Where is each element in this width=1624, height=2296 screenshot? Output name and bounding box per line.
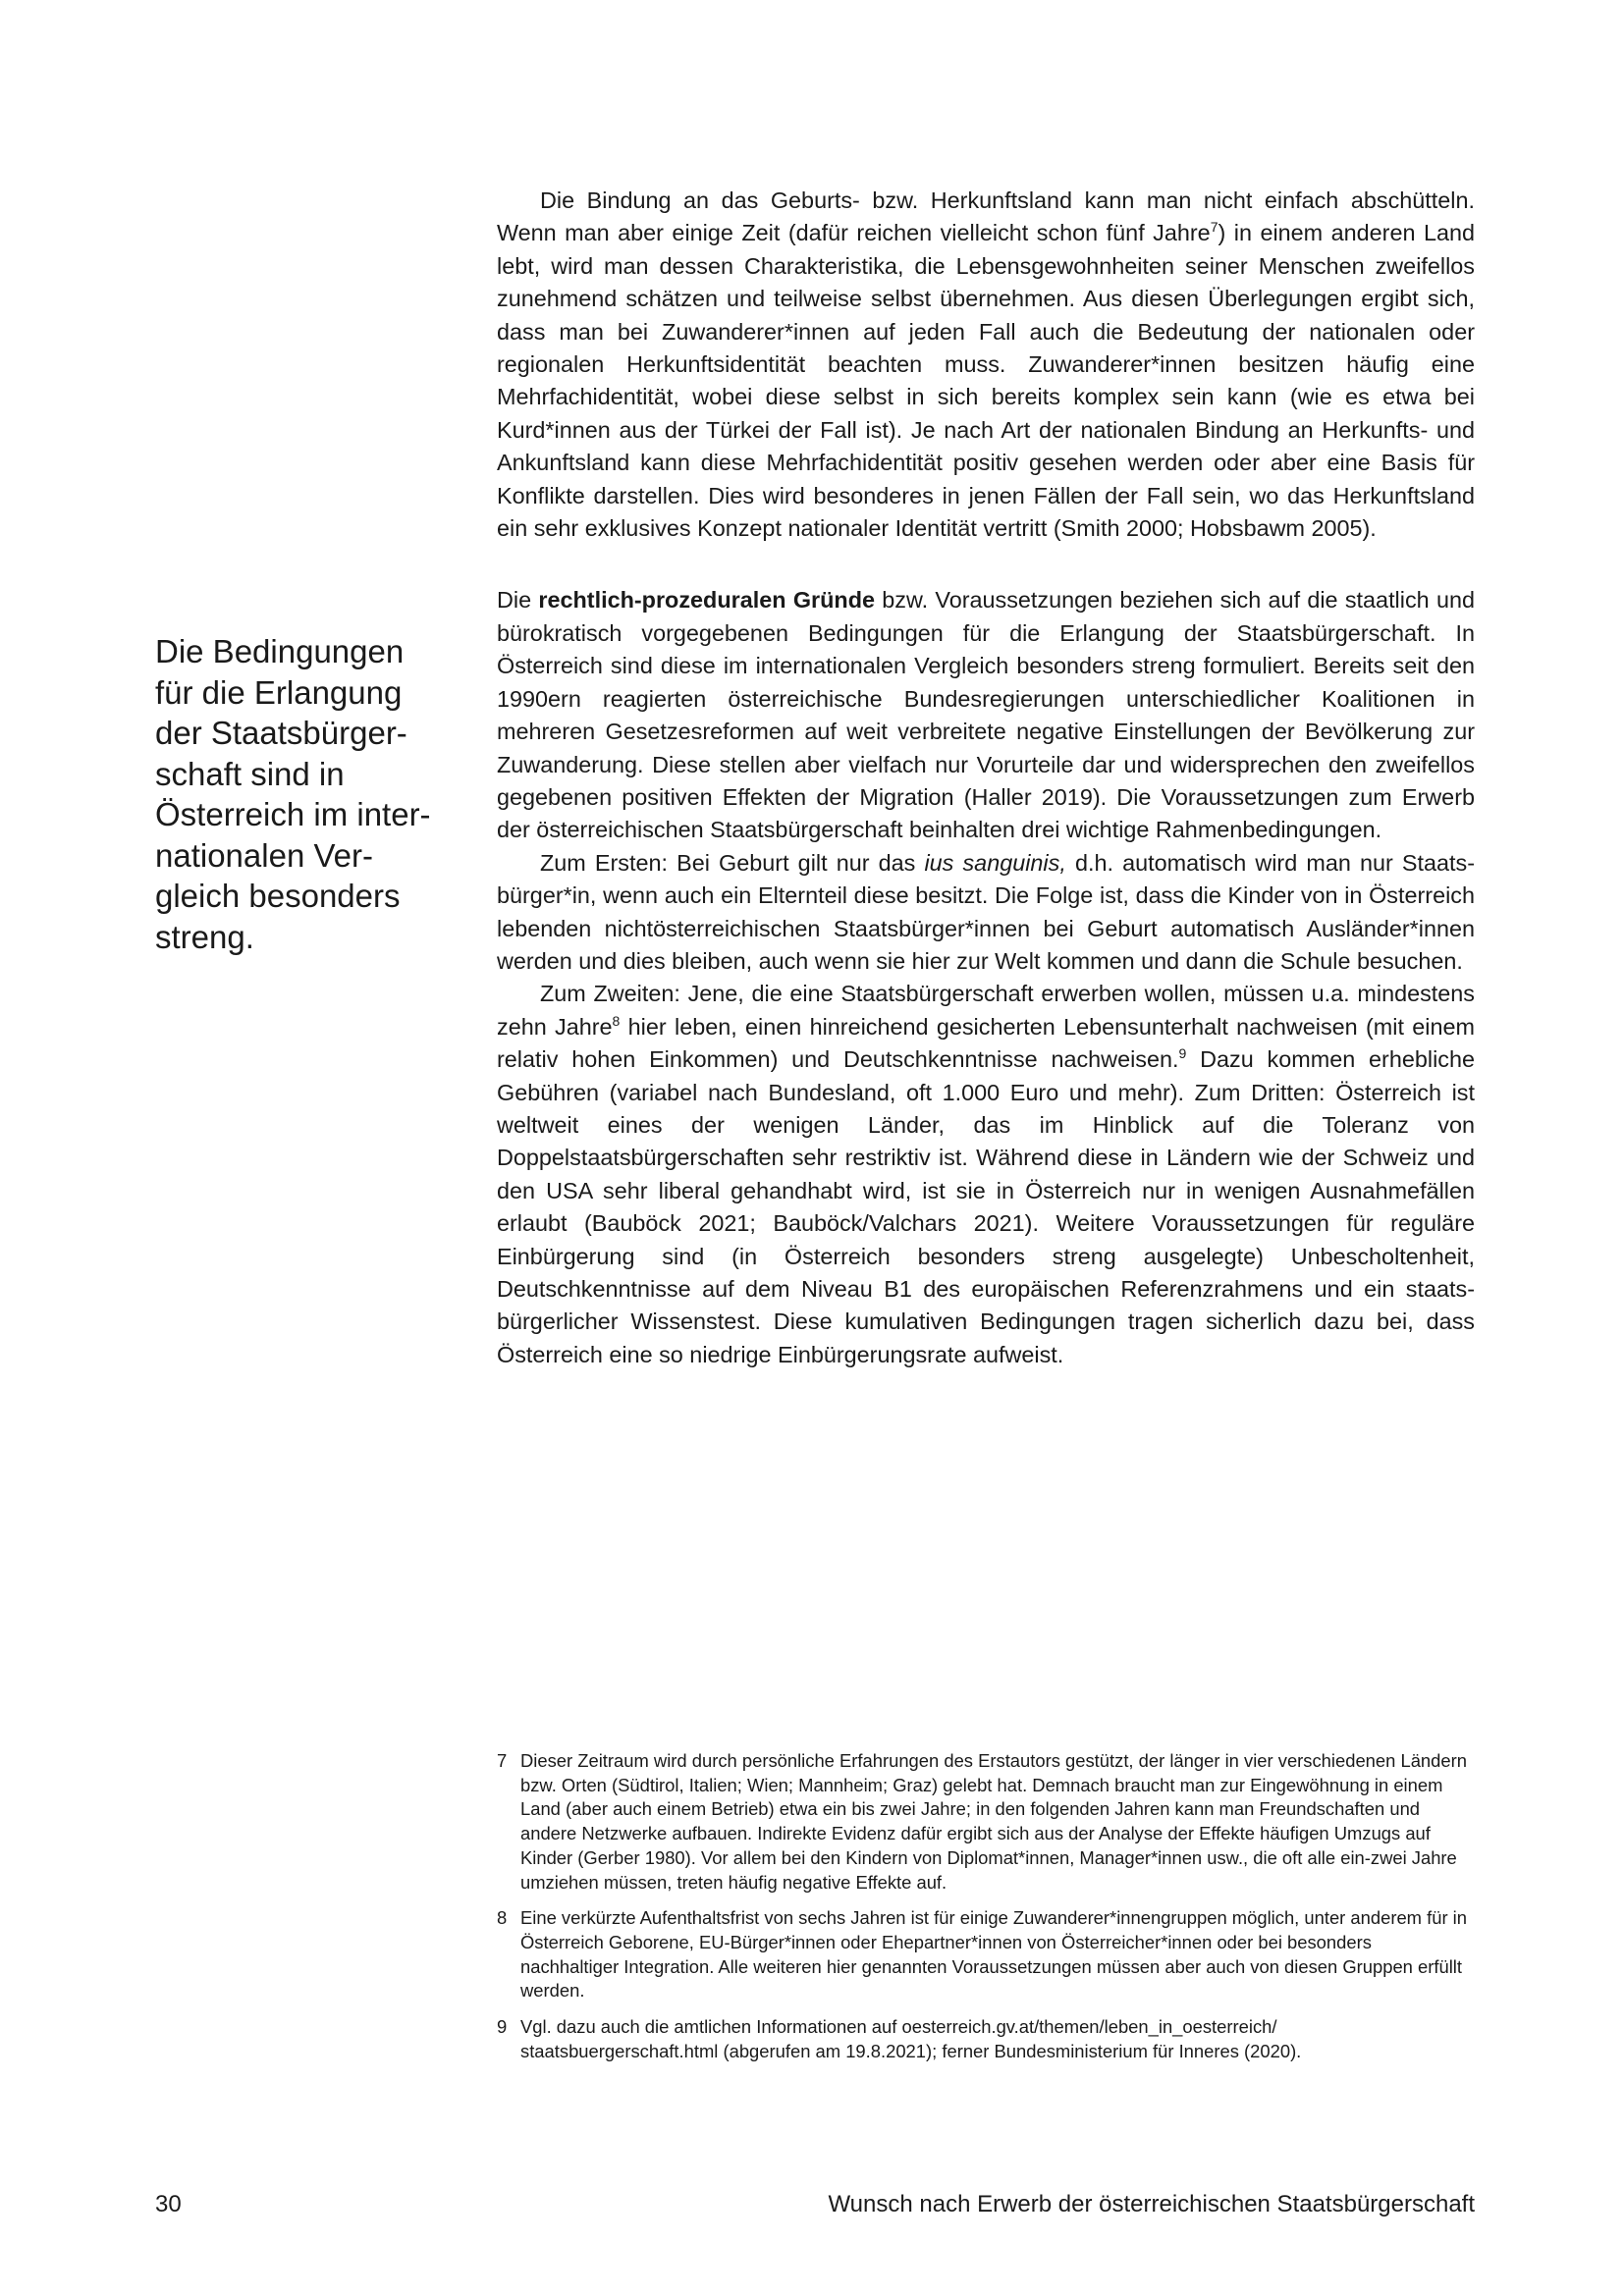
footnote-7 <box>497 1749 1471 1895</box>
footnote-text: Dieser Zeitraum wird durch persönliche Erfahrungen des Erstautors gestützt, der länger in vier verschiedenen Ländern bzw. Orten (Südtirol, Italien; Wien; Mannheim; Graz) gelebt hat. Demnach braucht man zur Eingewöhnung in einem Land (aber auch einem Betrieb) etwa ein bis zwei Jahre; in den folgenden Jahren kann man Freundschaften und andere Netzwerke aufbauen. Indirekte Evidenz dafür ergibt sich aus der Analyse der Effekte häufigen Umzugs auf Kinder (Gerber 1980). Vor allem bei den Kindern von Diplomat*innen, Manager*innen usw., die oft alle ein-zwei Jahre umziehen müssen, treten häufig negative Effekte auf. <box>520 1750 1467 1893</box>
paragraph-zum-zweiten: Zum Zweiten: Jene, die eine Staatsbürgerschaft erwerben wollen, müssen u.a. mindestens zehn Jahre$^8$ hier leben, einen hinreichend gesicherten Lebensunterhalt nachweisen (mit einem relativ hohen Einkommen) und Deutschkenntnisse nachweisen.$^9$ Dazu kommen erhebliche Gebühren (variabel nach Bundesland, oft 1.000 Euro und mehr). Zum Dritten: Österreich ist weltweit eines der wenigen Länder, das im Hinblick auf die Toleranz von Doppelstaatsbürgerschaften sehr restriktiv ist. Während diese in Ländern wie der Schweiz und den USA sehr liberal gehandhabt wird, ist sie in Österreich nur in wenigen Ausnahmefällen erlaubt (Bauböck 2021; Bauböck/Valchars 2021). Weitere Voraussetzungen für reguläre Einbürgerung sind (in Österreich besonders streng ausgelegte) Unbescholtenheit, Deutschkenntnisse auf dem Niveau B1 des europäischen Referenzrahmens und ein staatsbürgerlicher Wissenstest. Diese kumulativen Bedingungen tragen sicherlich dazu bei, dass Österreich eine so niedrige Einbürgerungsrate aufweist. <box>497 981 1475 1367</box>
footnote-text: Eine verkürzte Aufenthaltsfrist von sechs Jahren ist für einige Zuwanderer*innengruppen möglich, unter anderem für in Österreich Geborene, EU-Bürger*innen oder Ehepartner*innen von Österreicher*innen oder bei besonders nachhaltiger Integration. Alle weiteren hier genannten Voraussetzungen müssen aber auch von diesen Gruppen erfüllt werden. <box>520 1907 1467 2002</box>
paragraph-herkunftsidentitaet: Die Bindung an das Geburts- bzw. Herkunftsland kann man nicht einfach abschütteln. Wenn man aber einige Zeit (dafür reichen vielleicht schon fünf Jahre$^7$) in einem anderen Land lebt, wird man dessen Charakteristika, die Lebensgewohnheiten seiner Menschen zweifellos zunehmend schätzen und teilweise selbst übernehmen. Aus diesen Überlegungen ergibt sich, dass man bei Zuwanderer*innen auf jeden Fall auch die Bedeutung der nationalen oder regionalen Herkunftsidentität beachten muss. Zuwanderer*innen besitzen häufig eine Mehrfachidentität, wobei diese selbst in sich bereits komplex sein kann (wie es etwa bei Kurd*innen aus der Türkei der Fall ist). Je nach Art der nationalen Bindung an Herkunfts- und Ankunftsland kann diese Mehrfachidentität positiv gesehen werden oder aber eine Basis für Konflikte darstellen. Dies wird besonderes in jenen Fällen der Fall sein, wo das Herkunftsland ein sehr exklusives Konzept nationaler Identität vertritt (Smith 2000; Hobsbawm 2005). <box>497 187 1475 542</box>
margin-note-line: streng. <box>155 918 254 955</box>
italic-term: ius sanguinis, <box>924 849 1066 876</box>
margin-note <box>155 631 450 957</box>
margin-note-line: für die Erlangung <box>155 673 403 711</box>
margin-note-line: schaft sind in <box>155 755 345 792</box>
footnote-ref-7[interactable]: 7 <box>1210 219 1218 236</box>
footnote-ref-8[interactable]: 8 <box>612 1012 621 1029</box>
footnote-9 <box>497 2015 1471 2063</box>
margin-note-line: gleich besonders <box>155 878 401 914</box>
footnotes <box>497 1749 1471 2075</box>
footnote-number: 7 <box>497 1750 508 1771</box>
bold-term: rechtlich-prozeduralen Gründe <box>538 587 875 614</box>
footnote-text: Vgl. dazu auch die amtlichen Informationen auf oesterreich.gv.at/themen/leben_in_oesterreich/ staatsbuergerschaft.html (abgerufen am 19.8.2021); ferner Bundesministerium für Inneres (2020). <box>520 2016 1302 2061</box>
margin-note-line: Die Bedingungen <box>155 633 405 669</box>
margin-note-line: der Staatsbürger- <box>155 715 407 751</box>
paragraph-zum-ersten: Zum Ersten: Bei Geburt gilt nur das ius sanguinis, d.h. automatisch wird man nur Staatsbürger*in, wenn auch ein Elternteil diese besitzt. Die Folge ist, dass die Kinder von in Österreich lebenden nichtösterreichischen Staatsbürger*innen bei Geburt automatisch Ausländer*innen werden und dies bleiben, auch wenn sie hier zur Welt kommen und dann die Schule besuchen. <box>497 849 1475 974</box>
running-title: Wunsch nach Erwerb der österreichischen Staatsbürgerschaft <box>828 2191 1475 2217</box>
paragraph-rechtliche-gruende: Die rechtlich-prozeduralen Gründe bzw. Voraussetzungen beziehen sich auf die staatlich und bürokratisch vorgegebenen Bedingungen für die Erlangung der Staatsbürgerschaft. In Österreich sind diese im internationalen Vergleich besonders streng formuliert. Bereits seit den 1990ern reagierten österreichische Bundesregierungen unterschiedlicher Koalitionen in mehreren Gesetzesreformen auf weit verbreitete negative Einstellungen der Bevölkerung zur Zuwanderung. Diese stellen aber vielfach nur Vorurteile dar und widersprechen den zweifellos gegebenen positiven Effekten der Migration (Haller 2019). Die Voraussetzungen zum Erwerb der österreichischen Staatsbürgerschaft beinhalten drei wichtige Rahmenbedingungen. <box>497 587 1475 843</box>
page-number: 30 <box>155 2191 182 2217</box>
footnote-number: 9 <box>497 2016 508 2038</box>
body-text <box>497 185 1475 1371</box>
margin-note-line: Österreich im inter- <box>155 796 431 832</box>
footnote-number: 8 <box>497 1907 508 1929</box>
footnote-8 <box>497 1906 1471 2003</box>
margin-note-line: nationalen Ver- <box>155 836 373 874</box>
footnote-ref-9[interactable]: 9 <box>1178 1045 1187 1062</box>
